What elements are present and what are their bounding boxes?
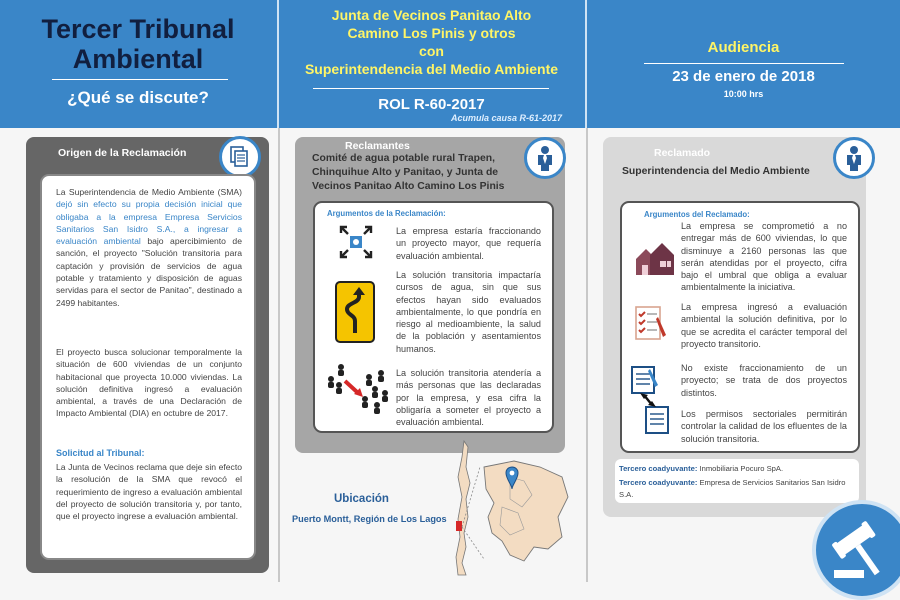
person-icon [833, 137, 875, 179]
location-map [444, 437, 574, 577]
origen-paragraph-1: La Superintendencia de Medio Ambiente (SMA) dejó sin efecto su propia decisión inicial que obligaba a la empresa Empresa Servicios Sanitarios San Isidro S.A., a ingresar a evaluación ambiental bajo apercibimiento de sanción, el proyecto "Solución transitoria para captación y provisión de servicios de agua potable y tratamiento y disposición de aguas servidas para el sector de Panitao", destinado a 2499 habitantes. [56, 187, 242, 308]
reclamado-arg-4: Los permisos sectoriales permitirán controlar la calidad de los efluentes de la solución transitoria. [681, 409, 847, 444]
reclamado-args-title: Argumentos del Reclamado: [644, 210, 750, 219]
reclamantes-arg-1: La empresa estaría fraccionando un proyecto mayor, que requería evaluación ambiental. [396, 226, 541, 261]
reclamado-arg-1: La empresa se comprometió a no entregar más de 600 viviendas, lo que disminuye a 2160 personas las que serán atendidas por el proyecto, cifra bajo el umbral que obliga a evaluar ambientalmente la iniciativa. [681, 221, 847, 293]
ubicacion-place: Puerto Montt, Región de Los Lagos [292, 514, 447, 524]
header-banner [0, 0, 900, 128]
question-heading: ¿Qué se discute? [67, 88, 209, 107]
case-acumula: Acumula causa R-61-2017 [451, 113, 563, 123]
divider [644, 63, 844, 64]
solicitud-title: Solicitud al Tribunal: [56, 448, 145, 458]
reclamado-arg-3: No existe fraccionamiento de un proyecto; se trata de dos proyectos distintos. [681, 363, 847, 398]
court-title: Tercer Tribunal Ambiental [41, 14, 235, 74]
origen-paragraph-2: El proyecto busca solucionar temporalmente la situación de 600 viviendas de un conjunto habitacional que proyecta 10.000 viviendas. La solución definitiva ingresó a evaluación ambiental, a través de una Declaración de Impacto Ambiental (DIA) en octubre de 2017. [56, 347, 242, 419]
reclamantes-arg-2: La solución transitoria impactaría cursos de agua, sin que sus efectos hayan sido evaluados ambientalmente, lo que pondría en riesgo al medioambiente, la salud de la población y asentamientos humanos. [396, 270, 541, 354]
gavel-icon [812, 500, 900, 600]
two-documents-icon [630, 365, 670, 437]
origen-title: Origen de la Reclamación [58, 147, 187, 159]
fragment-icon [337, 223, 375, 261]
case-rol: ROL R-60-2017 [378, 96, 485, 113]
winding-road-icon [335, 281, 375, 343]
origen-content [40, 174, 256, 560]
audiencia-label: Audiencia [707, 39, 780, 56]
documents-icon [219, 136, 261, 178]
reclamado-args [620, 201, 860, 453]
terceros-box [615, 459, 859, 503]
ubicacion-title: Ubicación [334, 493, 389, 505]
case-column [279, 0, 584, 128]
reclamado-arg-2: La empresa ingresó a evaluación ambiental la solución definitiva, por lo que se acredita el carácter temporal del proyecto transitorio. [681, 302, 847, 349]
column-separator [278, 128, 280, 582]
court-column [0, 0, 276, 128]
person-icon [524, 137, 566, 179]
reclamantes-names: Comité de agua potable rural Trapen, Chinquihue Alto y Panitao, y Junta de Vecinos Panitao Alto Camino Los Pinis [312, 153, 505, 192]
houses-icon [634, 237, 674, 277]
reclamantes-arg-3: La solución transitoria atendería a más personas que las declaradas por la empresa, y esa cifra la obligaría a someter el proyecto a evaluación ambiental. [396, 368, 541, 428]
column-separator [586, 128, 588, 582]
audiencia-column [587, 0, 900, 128]
reclamantes-args [313, 201, 554, 433]
checklist-icon [632, 305, 668, 341]
people-increase-icon [325, 363, 391, 415]
solicitud-paragraph: La Junta de Vecinos reclama que deje sin efecto la resolución de la SMA que revocó el requerimiento de ingreso a evaluación ambiental del proyecto de solución transitoria y, por tanto, que el proyecto ingrese a evaluación ambiental. [56, 462, 242, 522]
case-parties: Junta de Vecinos Panitao Alto Camino Los Pinis y otros con Superintendencia del Medio Ambiente [304, 7, 559, 77]
reclamantes-title: Reclamantes [345, 140, 410, 152]
reclamado-title: Reclamado [654, 147, 711, 159]
tercero-1: Tercero coadyuvante: Inmobiliaria Pocuro SpA. [619, 464, 784, 473]
reclamado-name: Superintendencia del Medio Ambiente [622, 166, 810, 177]
hearing-time: 10:00 hrs [723, 89, 764, 99]
hearing-date: 23 de enero de 2018 [672, 68, 815, 85]
divider [52, 79, 228, 80]
tercero-2: Tercero coadyuvante: Empresa de Servicios Sanitarios San Isidro S.A. [619, 478, 846, 499]
divider [313, 88, 549, 89]
reclamantes-args-title: Argumentos de la Reclamación: [327, 209, 446, 218]
